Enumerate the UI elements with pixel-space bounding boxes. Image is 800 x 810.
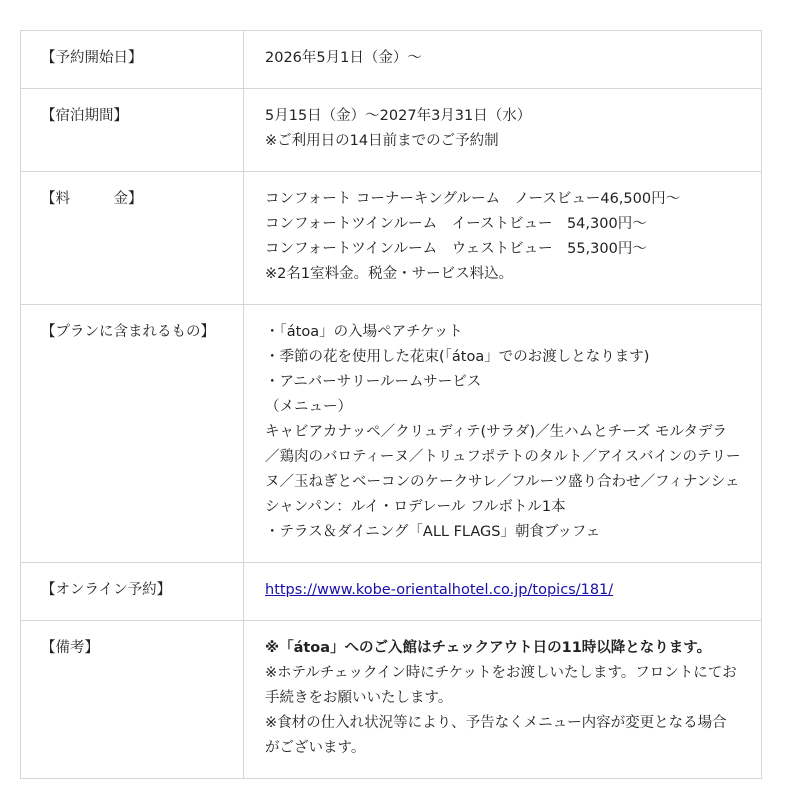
plan-includes-label: 【プランに含まれるもの】 bbox=[41, 324, 215, 340]
table-row bbox=[21, 621, 762, 779]
menu-items: キャビアカナッペ／クリュディテ(サラダ)／生ハムとチーズ モルタデラ／鶏肉のバロティーヌ／トリュフポテトのタルト／アイスバインのテリーヌ／玉ねぎとベーコンのケークサレ／フルーツ盛り合わせ／フィナンシェ bbox=[265, 424, 741, 490]
row-value-cell bbox=[244, 172, 762, 305]
row-value-cell bbox=[244, 89, 762, 172]
booking-start-label: 【予約開始日】 bbox=[41, 50, 143, 66]
online-booking-label: 【オンライン予約】 bbox=[41, 582, 172, 598]
remarks-important-note: ※「átoa」へのご入館はチェックアウト日の11時以降となります。 bbox=[265, 640, 712, 656]
remarks-note: ※ホテルチェックイン時にチケットをお渡しいたします。フロントにてお手続きをお願いいたします。 bbox=[265, 665, 737, 706]
row-label-cell bbox=[21, 172, 244, 305]
price-label: 【料 金】 bbox=[41, 191, 143, 207]
includes-item: ・テラス＆ダイニング「ALL FLAGS」朝食ブッフェ bbox=[265, 524, 601, 540]
table-row bbox=[21, 172, 762, 305]
row-label-cell bbox=[21, 563, 244, 621]
row-label-cell bbox=[21, 305, 244, 563]
row-value-cell bbox=[244, 31, 762, 89]
table-row bbox=[21, 305, 762, 563]
row-label-cell bbox=[21, 621, 244, 779]
plan-details bbox=[20, 30, 762, 779]
includes-item: ・「átoa」の入場ペアチケット bbox=[265, 324, 463, 340]
online-booking-link[interactable]: https://www.kobe-orientalhotel.co.jp/topics/181/ bbox=[265, 582, 614, 598]
includes-item: ・アニバーサリールームサービス bbox=[265, 374, 482, 390]
price-note: ※2名1室料金。税金・サービス料込。 bbox=[265, 266, 514, 282]
row-value-cell bbox=[244, 305, 762, 563]
includes-item: ・季節の花を使用した花束(「átoa」でのお渡しとなります) bbox=[265, 349, 650, 365]
plan-details-table bbox=[20, 30, 762, 779]
remarks-label: 【備考】 bbox=[41, 640, 99, 656]
table-row bbox=[21, 31, 762, 89]
champagne-item: シャンパン：ルイ・ロデレール フルボトル1本 bbox=[265, 499, 566, 515]
row-label-cell bbox=[21, 89, 244, 172]
menu-heading: （メニュー） bbox=[265, 399, 352, 415]
stay-period-note: ※ご利用日の14日前までのご予約制 bbox=[265, 133, 499, 149]
row-label-cell bbox=[21, 31, 244, 89]
row-value-cell bbox=[244, 563, 762, 621]
row-value-cell bbox=[244, 621, 762, 779]
price-line: コンフォートツインルーム ウェストビュー 55,300円〜 bbox=[265, 241, 647, 257]
stay-period-label: 【宿泊期間】 bbox=[41, 108, 128, 124]
price-line: コンフォートツインルーム イーストビュー 54,300円〜 bbox=[265, 216, 647, 232]
price-line: コンフォート コーナーキングルーム ノースビュー46,500円〜 bbox=[265, 191, 681, 207]
booking-start-date: 2026年5月1日（金）〜 bbox=[265, 50, 422, 66]
table-row bbox=[21, 563, 762, 621]
table-row bbox=[21, 89, 762, 172]
remarks-note: ※食材の仕入れ状況等により、予告なくメニュー内容が変更となる場合がございます。 bbox=[265, 715, 727, 756]
stay-period-dates: 5月15日（金）〜2027年3月31日（水） bbox=[265, 108, 532, 124]
